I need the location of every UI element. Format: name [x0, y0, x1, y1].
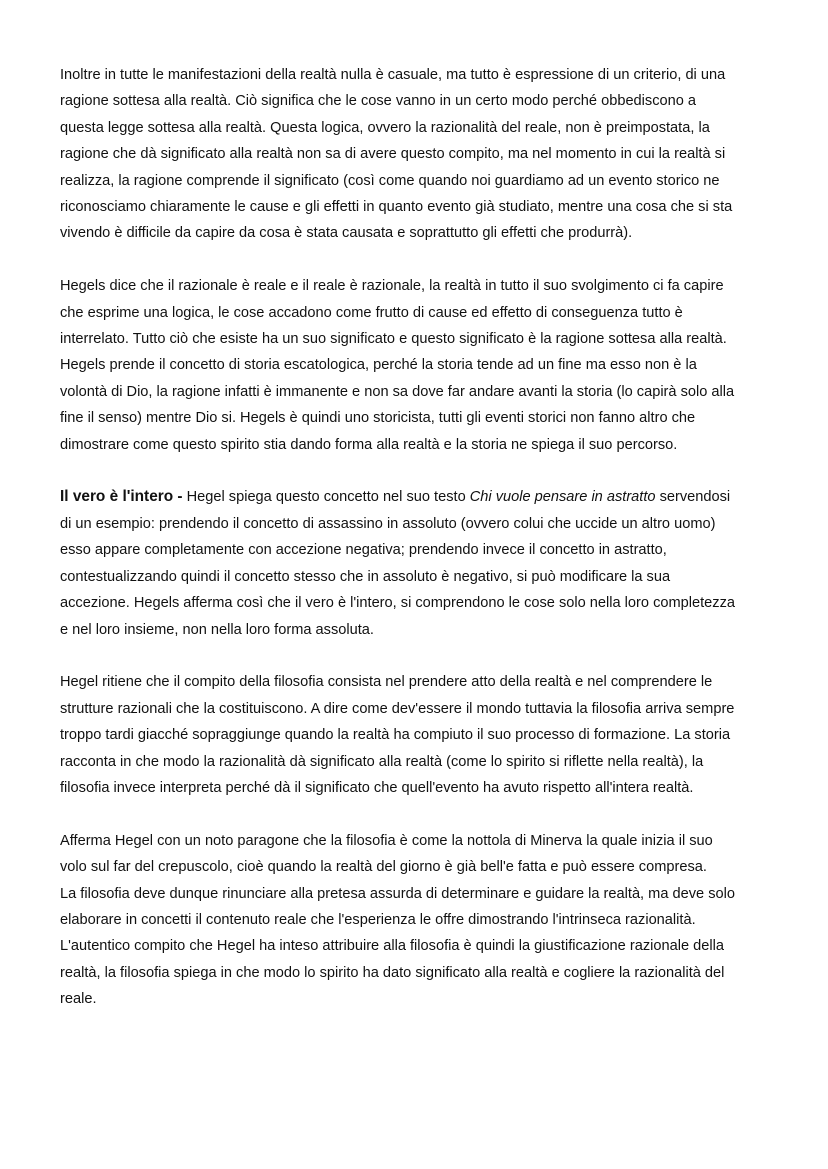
text-line: L'autentico compito che Hegel ha inteso attribuire alla filosofia è quindi la giustificazione razionale della: [60, 938, 724, 955]
text-line: Hegels dice che il razionale è reale e il reale è razionale, la realtà in tutto il suo svolgimento ci fa capire: [60, 278, 724, 295]
text-line: realizza, la ragione comprende il significato (così come quando noi guardiamo ad un evento storico ne: [60, 172, 720, 189]
text-line: La filosofia deve dunque rinunciare alla pretesa assurda di determinare e guidare la realtà, ma deve solo: [60, 885, 735, 902]
text-line: Inoltre in tutte le manifestazioni della realtà nulla è casuale, ma tutto è espressione di un criterio, di una: [60, 67, 726, 83]
text-line: dimostrare come questo spirito stia dando forma alla realtà e la storia ne spiega il suo percorso.: [60, 436, 678, 453]
paragraph-vero-intero: [60, 484, 772, 642]
text-line: racconta in che modo la razionalità dà significato alla realtà (come lo spirito si riflette nella realtà), la: [60, 753, 704, 770]
paragraph-compito-filosofia: [60, 669, 772, 801]
text-line: volontà di Dio, la ragione infatti è immanente e non sa dove far andare avanti la storia (lo capirà solo alla: [60, 383, 735, 400]
text-line: ragione sottesa alla realtà. Ciò significa che le cose vanno in un certo modo perché obbediscono a: [60, 93, 697, 110]
text-line: [60, 484, 772, 510]
text-line: Hegels prende il concetto di storia escatologica, perché la storia tende ad un fine ma esso non è la: [60, 357, 697, 374]
section-heading: Il vero è l'intero -: [60, 488, 183, 506]
text-line: reale.: [60, 991, 97, 1008]
text-line: esso appare completamente con accezione negativa; prendendo invece il concetto in astratto,: [60, 542, 667, 559]
text-line: elaborare in concetti il contenuto reale che l'esperienza le offre dimostrando l'intrinseca razionalità.: [60, 911, 696, 928]
text-line: filosofia invece interpreta perché dà il significato che quell'evento ha avuto rispetto all'intera realtà.: [60, 779, 694, 796]
text-line: e nel loro insieme, non nella loro forma assoluta.: [60, 621, 374, 638]
document-page: [60, 62, 772, 1039]
text-line: accezione. Hegels afferma così che il vero è l'intero, si comprendono le cose solo nella loro completezza: [60, 595, 735, 612]
inline-text: servendosi: [655, 489, 731, 506]
text-line: riconosciamo chiaramente le cause e gli effetti in quanto evento già studiato, mentre una cosa che si sta: [60, 199, 733, 216]
text-line: ragione che dà significato alla realtà non sa di avere questo compito, ma nel momento in cui la realtà si: [60, 146, 726, 163]
text-line: Hegel ritiene che il compito della filosofia consista nel prendere atto della realtà e nel comprendere le: [60, 674, 713, 691]
text-line: volo sul far del crepuscolo, cioè quando la realtà del giorno è già bell'e fatta e può essere compresa.: [60, 859, 707, 876]
paragraph-nottola-minerva: [60, 828, 772, 1013]
text-line: fine il senso) mentre Dio si. Hegels è quindi uno storicista, tutti gli eventi storici non fanno altro che: [60, 410, 696, 427]
text-line: strutture razionali che la costituiscono. A dire come dev'essere il mondo tuttavia la filosofia arriva sempre: [60, 700, 735, 717]
paragraph-casualita: [60, 62, 772, 247]
text-line: che esprime una logica, le cose accadono come frutto di cause ed effetto di conseguenza tutto è: [60, 304, 683, 321]
text-line: contestualizzando quindi il concetto stesso che in assoluto è negativo, si può modificare la sua: [60, 568, 671, 585]
text-line: questa legge sottesa alla realtà. Questa logica, ovvero la razionalità del reale, non è preimpostata, la: [60, 119, 710, 136]
text-line: troppo tardi giacché sopraggiunge quando la realtà ha compiuto il suo processo di formazione. La storia: [60, 727, 731, 744]
paragraph-razionale-reale: [60, 273, 772, 458]
text-line: vivendo è difficile da capire da cosa è stata causata e soprattutto gli effetti che produrrà).: [60, 225, 633, 242]
text-line: interrelato. Tutto ciò che esiste ha un suo significato e questo significato è la ragione sottesa alla realtà.: [60, 331, 727, 348]
work-title: Chi vuole pensare in astratto: [469, 489, 656, 506]
text-line: Afferma Hegel con un noto paragone che la filosofia è come la nottola di Minerva la quale inizia il suo: [60, 832, 713, 849]
text-line: realtà, la filosofia spiega in che modo lo spirito ha dato significato alla realtà e cogliere la razionalità del: [60, 964, 725, 981]
text-line: di un esempio: prendendo il concetto di assassino in assoluto (ovvero colui che uccide un altro uomo): [60, 515, 716, 532]
inline-text: Hegel spiega questo concetto nel suo testo: [182, 489, 470, 506]
